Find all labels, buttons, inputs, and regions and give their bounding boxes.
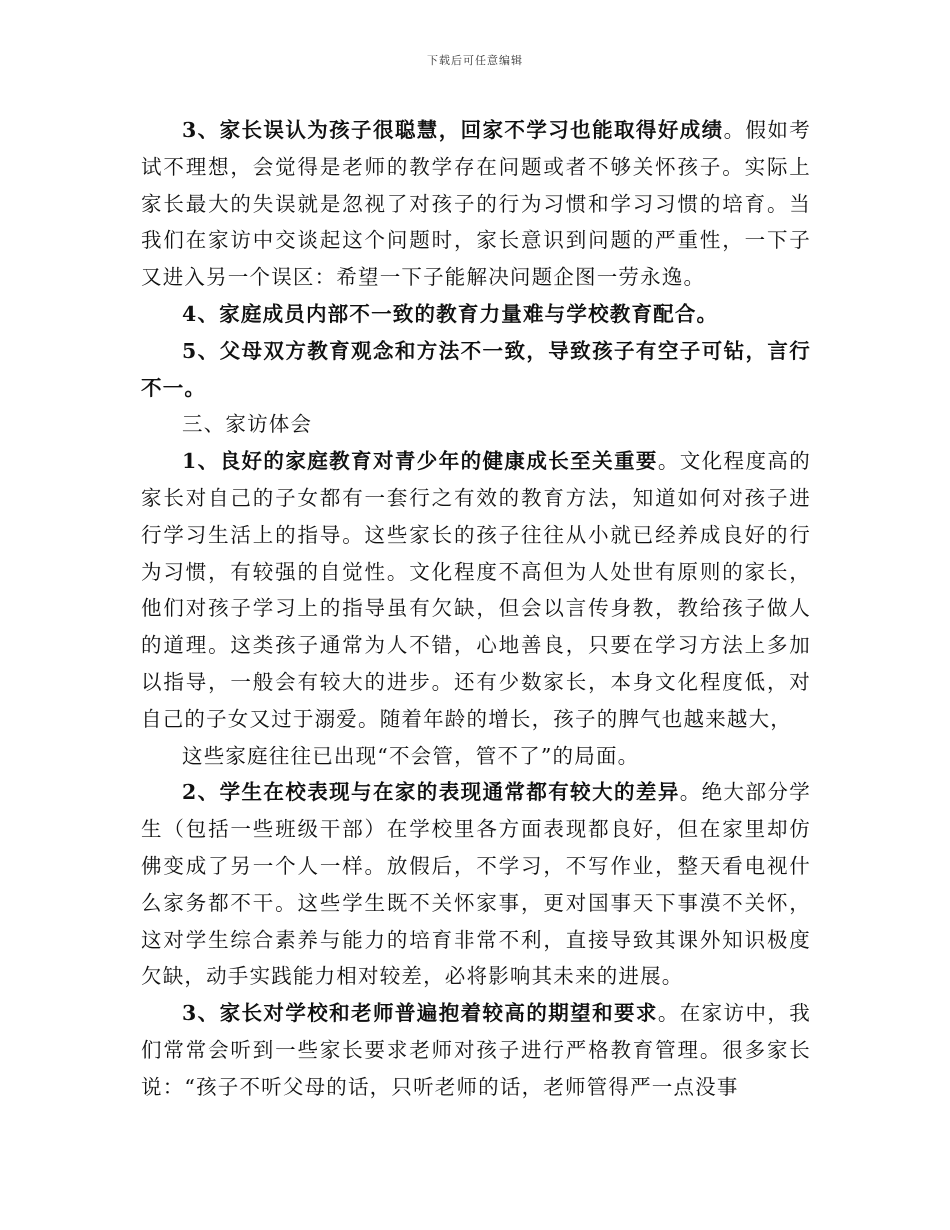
paragraph-text: 这些家庭往往已出现“不会管，管不了”的局面。 bbox=[182, 743, 640, 768]
section-heading-text: 三、家访体会 bbox=[182, 412, 313, 437]
paragraph-5-parents-inconsistency bbox=[141, 333, 811, 407]
paragraph-lead: 3、家长对学校和老师普遍抱着较高的期望和要求 bbox=[182, 1001, 658, 1026]
paragraph-3-misconception bbox=[141, 112, 811, 296]
paragraph-text: 。假如考试不理想，会觉得是老师的教学存在问题或者不够关怀孩子。实际上家长最大的失误就是忽视了对孩子的行为习惯和学习习惯的培育。当我们在家访中交谈起这个问题时，家长意识到问题的严重性，一下子又进入另一个误区：希望一下子能解决问题企图一劳永逸。 bbox=[141, 118, 811, 290]
section-heading-visit-reflections bbox=[141, 406, 811, 443]
paragraph-text: 。在家访中，我们常常会听到一些家长要求老师对孩子进行严格教育管理。很多家长说：“孩子不听父母的话，只听老师的话，老师管得严一点没事 bbox=[141, 1001, 811, 1099]
paragraph-lead: 3、家长误认为孩子很聪慧，回家不学习也能取得好成绩 bbox=[182, 118, 724, 142]
paragraph-lead: 4、家庭成员内部不一致的教育力量难与学校教育配合。 bbox=[182, 301, 719, 326]
paragraph-2-school-vs-home bbox=[141, 774, 811, 995]
paragraph-3-parent-expectations bbox=[141, 995, 811, 1105]
page-header: 下载后可任意编辑 bbox=[427, 54, 523, 67]
document-body bbox=[141, 112, 811, 1106]
paragraph-lead: 2、学生在校表现与在家的表现通常都有较大的差异 bbox=[182, 780, 680, 805]
paragraph-continuation bbox=[141, 738, 811, 775]
paragraph-4-family-inconsistency bbox=[141, 296, 811, 333]
paragraph-1-family-education bbox=[141, 443, 811, 737]
paragraph-text: 。绝大部分学生（包括一些班级干部）在学校里各方面表现都良好，但在家里却仿佛变成了另一个人一样。放假后，不学习，不写作业，整天看电视什么家务都不干。这些学生既不关怀家事，更对国事天下事漠不关怀，这对学生综合素养与能力的培育非常不利，直接导致其课外知识极度欠缺，动手实践能力相对较差，必将影响其未来的进展。 bbox=[141, 780, 811, 989]
paragraph-lead: 1、良好的家庭教育对青少年的健康成长至关重要 bbox=[182, 449, 658, 474]
paragraph-text: 。文化程度高的家长对自己的子女都有一套行之有效的教育方法，知道如何对孩子进行学习生活上的指导。这些家长的孩子往往从小就已经养成良好的行为习惯，有较强的自觉性。文化程度不高但为人处世有原则的家长，他们对孩子学习上的指导虽有欠缺，但会以言传身教，教给孩子做人的道理。这类孩子通常为人不错，心地善良，只要在学习方法上多加以指导，一般会有较大的进步。还有少数家长，本身文化程度低，对自己的子女又过于溺爱。随着年龄的增长，孩子的脾气也越来越大， bbox=[141, 449, 811, 731]
paragraph-lead: 5、父母双方教育观念和方法不一致，导致孩子有空子可钻，言行不一。 bbox=[141, 338, 811, 400]
